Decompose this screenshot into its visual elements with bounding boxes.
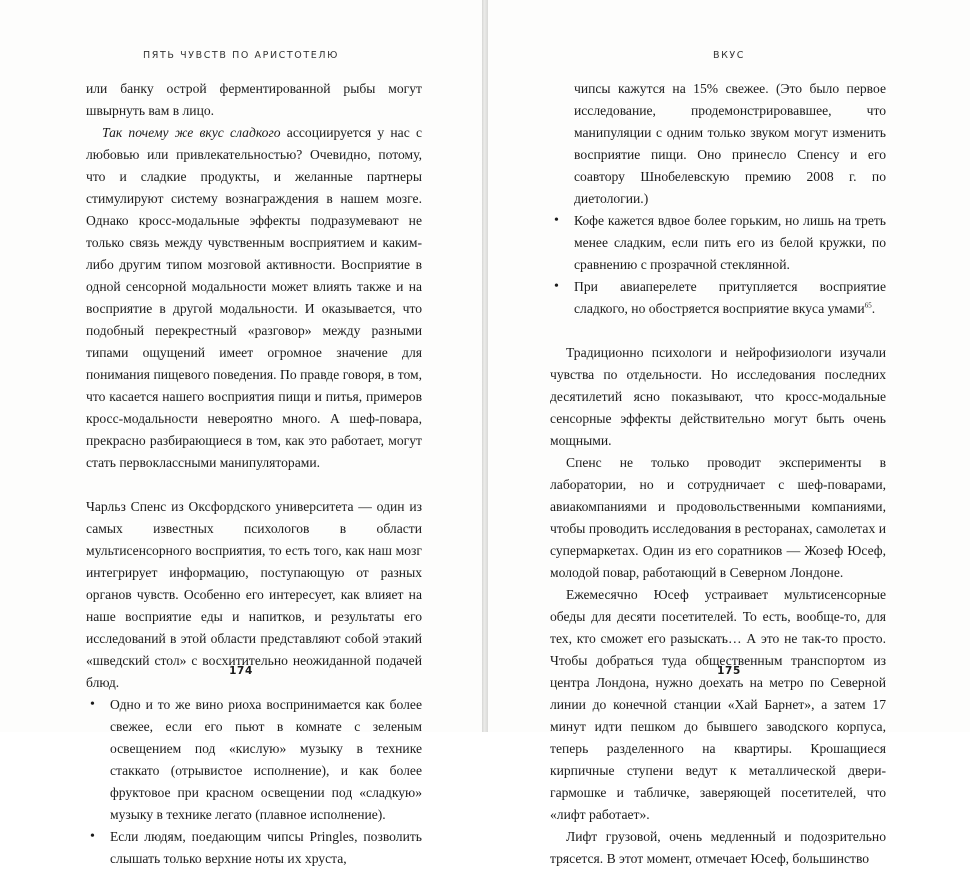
running-head-right: ВКУС	[712, 50, 746, 61]
page-number-left: 174	[229, 665, 253, 677]
paragraph: Лифт грузовой, очень медленный и подозрительно трясется. В этот момент, отмечает Юсеф, большинство	[550, 829, 886, 866]
paragraph-text: ассоциируется у нас с любовью или привлекательностью? Очевидно, потому, что и сладкие продукты, и желанные партнеры стимулируют систему вознаграждения в нашем мозге. Однако кросс-модальные эффекты подразумевают не только связь между чувственным восприятием и каким-либо другим типом мозговой активности. Восприятие в одной сенсорной модальности может влиять также и на восприятие в другой модальности. И оказывается, что подобный перекрестный «разговор» между разными типами ощущений имеет огромное значение для понимания пищевого поведения. По правде говоря, в том, что касается нашего восприятия пищи и питья, примеров кросс-модальности невероятно много. А шеф-повара, прекрасно разбирающиеся в том, как это работает, могут стать первоклассными манипуляторами.	[86, 125, 422, 470]
italic-phrase: Так почему же вкус сладкого	[102, 125, 281, 140]
paragraph: Традиционно психологи и нейрофизиологи изучали чувства по отдельности. Но исследования последних десятилетий ясно показывают, что кросс-модальные сенсорные эффекты действительно могут быть очень мощными.	[550, 345, 886, 448]
bullet-item: • При авиаперелете притупляется восприятие сладкого, но обостряется восприятие вкуса умами$^{65}$.	[574, 276, 886, 320]
bullet-item: • Кофе кажется вдвое более горьким, но лишь на треть менее сладким, если пить его из белой кружки, по сравнению с прозрачной стеклянной.	[574, 210, 886, 276]
bullet-item: • Одно и то же вино риоха воспринимается как более свежее, если его пьют в комнате с зеленым освещением под «кислую» музыку в технике стаккато (отрывистое исполнение), и как более фруктовое при красном освещении под «сладкую» музыку в технике легато (плавное исполнение).	[110, 694, 422, 826]
paragraph	[86, 122, 422, 474]
bullet-list	[550, 78, 886, 320]
left-page-text	[86, 78, 422, 870]
paragraph: Спенс не только проводит эксперименты в лаборатории, но и сотрудничает с шеф-поварами, авиакомпаниями и продовольственными компаниями, чтобы проводить исследования в ресторанах, самолетах и супермаркетах. Один из его соратников — Жозеф Юсеф, молодой повар, работающий в Северном Лондоне.	[550, 455, 886, 580]
bullet-list	[86, 694, 422, 870]
page-number-right: 175	[717, 665, 741, 677]
footnote-ref: 65	[864, 301, 872, 310]
left-page	[0, 0, 482, 866]
running-head-left: ПЯТЬ ЧУВСТВ ПО АРИСТОТЕЛЮ	[143, 50, 339, 61]
paragraph: Ежемесячно Юсеф устраивает мультисенсорные обеды для десяти посетителей. То есть, вообще-то, для тех, кто сможет его разыскать… А это не так-то просто. Чтобы добраться туда общественным транспортом из центра Лондона, нужно доехать на метро по Северной линии до конечной станции «Хай Барнет», а затем 17 минут идти пешком до бывшего заводского корпуса, теперь разделенного на квартиры. Крошащиеся кирпичные ступени ведут к металлической двери-гармошке и табличке, заверяющей посетителей, что «лифт работает».	[550, 587, 886, 822]
bullet-continuation: чипсы кажутся на 15% свежее. (Это было первое исследование, продемонстрировавшее, что манипуляции с одним только звуком могут изменить восприятие пищи. Оно принесло Спенсу и его соавтору Шнобелевскую премию 2008 г. по диетологии.)	[574, 81, 886, 206]
paragraph: Чарльз Спенс из Оксфордского университета — один из самых известных психологов в области мультисенсорного восприятия, то есть того, как наш мозг интегрирует информацию, поступающую от разных органов чувств. Особенно его интересует, как влияет на наше восприятие еды и напитков, и результаты его исследований в этой области представляют собой этакий «шведский стол» с восхитительно неожиданной подачей блюд.	[86, 499, 422, 690]
right-page-text	[550, 78, 886, 870]
paragraph: или банку острой ферментированной рыбы могут швырнуть вам в лицо.	[86, 81, 422, 118]
bullet-item: • Если людям, поедающим чипсы Pringles, позволить слышать только верхние ноты их хруста,	[110, 826, 422, 870]
bullet-text: При авиаперелете притупляется восприятие сладкого, но обостряется восприятие вкуса умами	[574, 279, 886, 316]
right-page	[488, 0, 970, 866]
